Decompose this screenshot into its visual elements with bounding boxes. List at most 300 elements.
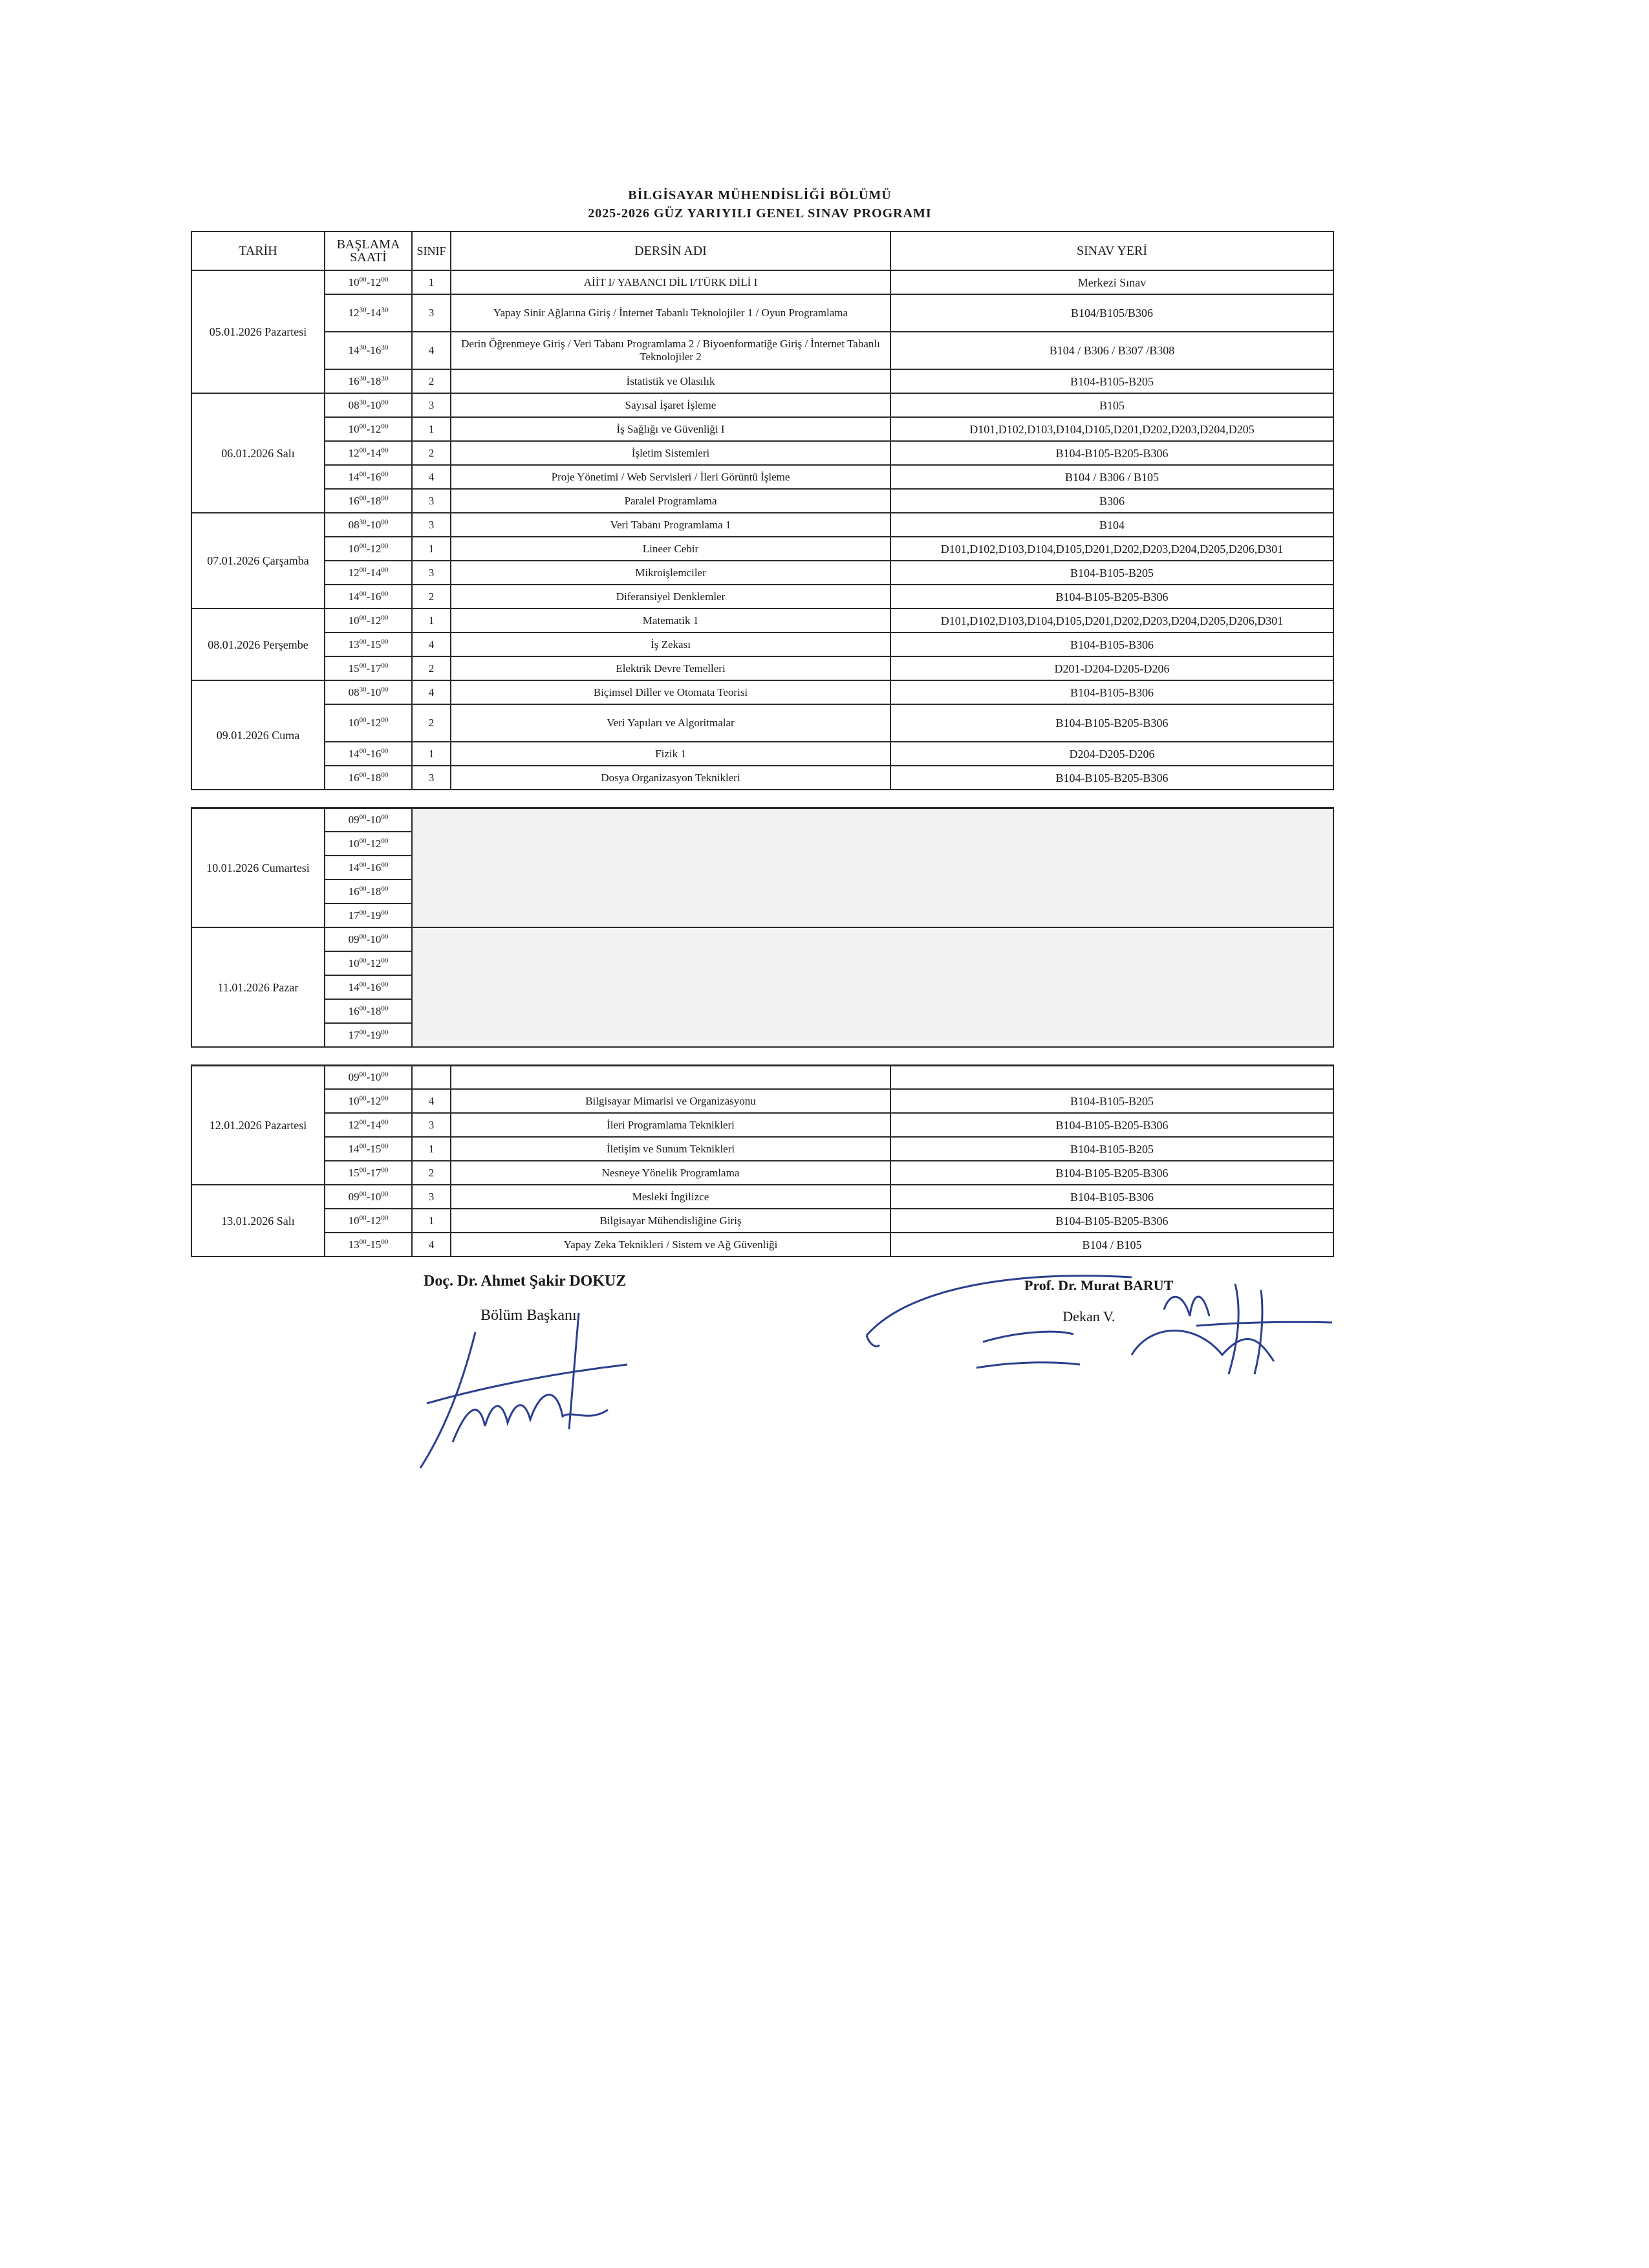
end-hour: 10 (370, 518, 382, 531)
exam-room: B104-B105-B205 (890, 561, 1333, 585)
time-separator: - (366, 446, 371, 459)
exam-room: B104-B105-B205-B306 (890, 441, 1333, 465)
end-hour: 12 (370, 1214, 382, 1227)
table-row (191, 1065, 1333, 1089)
class-year: 4 (412, 1089, 451, 1113)
end-hour: 18 (370, 1004, 382, 1017)
start-hour: 16 (348, 1004, 360, 1017)
time-separator: - (366, 909, 371, 922)
end-minute: 00 (381, 1118, 389, 1126)
start-minute: 30 (359, 398, 367, 406)
exam-date: 06.01.2026 Salı (191, 393, 325, 513)
time-separator: - (366, 1028, 371, 1041)
time-separator: - (366, 344, 371, 356)
end-hour: 19 (370, 1028, 382, 1041)
exam-room: B104-B105-B205 (890, 1137, 1333, 1161)
class-year: 4 (412, 632, 451, 656)
end-minute: 00 (381, 398, 389, 406)
table-row (191, 585, 1333, 609)
table-row (191, 808, 1333, 832)
table-row (191, 417, 1333, 441)
start-hour: 08 (348, 686, 360, 698)
dean-name: Prof. Dr. Murat BARUT (1024, 1277, 1174, 1293)
start-hour: 14 (348, 861, 360, 874)
col-course-header: DERSİN ADI (451, 232, 890, 270)
end-hour: 18 (370, 885, 382, 898)
table-row (191, 927, 1333, 951)
time-separator: - (366, 518, 371, 531)
end-hour: 17 (370, 1166, 382, 1179)
end-minute: 00 (381, 1141, 389, 1150)
time-separator: - (366, 885, 371, 898)
class-year: 1 (412, 537, 451, 561)
end-hour: 16 (370, 980, 382, 993)
col-date-header: TARİH (191, 232, 325, 270)
start-time (325, 632, 412, 656)
time-separator: - (366, 374, 371, 387)
table-row (191, 441, 1333, 465)
time-separator: - (366, 813, 371, 826)
end-minute: 00 (381, 1004, 389, 1012)
start-time (325, 766, 412, 790)
exam-room: B104-B105-B306 (890, 680, 1333, 704)
end-minute: 00 (381, 746, 389, 755)
start-minute: 00 (359, 565, 367, 574)
start-hour: 09 (348, 813, 360, 826)
start-hour: 10 (348, 275, 360, 288)
course-name: İleri Programlama Teknikleri (451, 1113, 890, 1137)
program-title: 2025-2026 GÜZ YARIYILI GENEL SINAV PROGRAMI (588, 206, 932, 221)
course-name: Veri Yapıları ve Algoritmalar (451, 704, 890, 742)
course-name: İşletim Sistemleri (451, 441, 890, 465)
class-year: 1 (412, 1137, 451, 1161)
time-separator: - (366, 1214, 371, 1227)
start-time (325, 927, 412, 951)
start-time (325, 1089, 412, 1113)
start-time (325, 975, 412, 999)
course-name: Fizik 1 (451, 742, 890, 766)
start-minute: 00 (359, 980, 367, 988)
course-name: Nesneye Yönelik Programlama (451, 1161, 890, 1185)
end-minute: 00 (381, 685, 389, 693)
class-year: 2 (412, 1161, 451, 1185)
start-hour: 10 (348, 1094, 360, 1107)
start-hour: 10 (348, 614, 360, 627)
start-hour: 13 (348, 1238, 360, 1251)
course-name: Elektrik Devre Temelleri (451, 656, 890, 680)
table-row (191, 656, 1333, 680)
class-year: 3 (412, 766, 451, 790)
document-title (191, 186, 1329, 222)
table-row (191, 465, 1333, 489)
end-hour: 16 (370, 861, 382, 874)
time-separator: - (366, 837, 371, 850)
header-row (191, 232, 1333, 270)
department-title: BİLGİSAYAR MÜHENDİSLİĞİ BÖLÜMÜ (628, 188, 892, 202)
start-time (325, 585, 412, 609)
exam-date: 13.01.2026 Salı (191, 1185, 325, 1257)
start-minute: 00 (359, 1213, 367, 1222)
start-hour: 09 (348, 933, 360, 945)
start-minute: 00 (359, 770, 367, 779)
table-spacer (191, 1047, 1333, 1065)
exam-room: B104-B105-B205-B306 (890, 766, 1333, 790)
department-head-role: Bölüm Başkanı (480, 1307, 577, 1324)
table-row (191, 1233, 1333, 1257)
start-time (325, 951, 412, 975)
end-minute: 30 (381, 374, 389, 382)
course-name: Proje Yönetimi / Web Servisleri / İleri Görüntü İşleme (451, 465, 890, 489)
course-name: İstatistik ve Olasılık (451, 369, 890, 393)
exam-date: 11.01.2026 Pazar (191, 927, 325, 1047)
start-time (325, 489, 412, 513)
course-name: Bilgisayar Mühendisliğine Giriş (451, 1209, 890, 1233)
exam-room: D101,D102,D103,D104,D105,D201,D202,D203,D204,D205,D206,D301 (890, 537, 1333, 561)
end-minute: 00 (381, 836, 389, 845)
time-separator: - (366, 861, 371, 874)
time-separator: - (366, 398, 371, 411)
end-minute: 00 (381, 956, 389, 964)
start-minute: 30 (359, 517, 367, 526)
class-year: 4 (412, 1233, 451, 1257)
exam-room: D101,D102,D103,D104,D105,D201,D202,D203,D204,D205,D206,D301 (890, 609, 1333, 632)
end-minute: 00 (381, 1070, 389, 1079)
course-name: Paralel Programlama (451, 489, 890, 513)
start-time (325, 1161, 412, 1185)
start-time (325, 742, 412, 766)
class-year: 2 (412, 441, 451, 465)
course-name: Veri Tabanı Programlama 1 (451, 513, 890, 537)
start-minute: 00 (359, 541, 367, 550)
start-hour: 16 (348, 885, 360, 898)
start-minute: 00 (359, 956, 367, 964)
end-hour: 12 (370, 422, 382, 435)
time-separator: - (366, 566, 371, 579)
start-hour: 16 (348, 374, 360, 387)
course-name: Mesleki İngilizce (451, 1185, 890, 1209)
start-time (325, 832, 412, 856)
start-hour: 10 (348, 956, 360, 969)
exam-room: B104-B105-B205 (890, 369, 1333, 393)
start-hour: 12 (348, 446, 360, 459)
schedule-body (191, 270, 1333, 1257)
time-separator: - (366, 275, 371, 288)
course-name: Bilgisayar Mimarisi ve Organizasyonu (451, 1089, 890, 1113)
start-minute: 00 (359, 746, 367, 755)
time-separator: - (366, 1142, 371, 1155)
exam-room (890, 1065, 1333, 1089)
table-row (191, 513, 1333, 537)
start-minute: 00 (359, 1165, 367, 1174)
start-hour: 14 (348, 590, 360, 603)
course-name: Biçimsel Diller ve Otomata Teorisi (451, 680, 890, 704)
end-minute: 00 (381, 1028, 389, 1036)
end-hour: 10 (370, 933, 382, 945)
course-name: Matematik 1 (451, 609, 890, 632)
class-year: 3 (412, 1185, 451, 1209)
end-minute: 00 (381, 637, 389, 645)
start-hour: 10 (348, 837, 360, 850)
exam-room: B104/B105/B306 (890, 294, 1333, 332)
time-separator: - (366, 1190, 371, 1203)
start-minute: 00 (359, 493, 367, 502)
time-separator: - (366, 747, 371, 760)
start-time (325, 270, 412, 294)
end-hour: 18 (370, 494, 382, 507)
class-year: 2 (412, 656, 451, 680)
table-row (191, 332, 1333, 369)
col-time-header (325, 232, 412, 270)
end-minute: 00 (381, 661, 389, 669)
start-minute: 00 (359, 1028, 367, 1036)
table-row (191, 1161, 1333, 1185)
start-minute: 00 (359, 637, 367, 645)
class-year: 4 (412, 332, 451, 369)
start-time (325, 441, 412, 465)
start-time (325, 609, 412, 632)
start-minute: 00 (359, 836, 367, 845)
col-class-header: SINIF (412, 232, 451, 270)
end-hour: 12 (370, 542, 382, 555)
end-minute: 00 (381, 1165, 389, 1174)
class-year: 3 (412, 513, 451, 537)
start-minute: 00 (359, 1094, 367, 1102)
time-separator: - (366, 1004, 371, 1017)
course-name: İş Zekası (451, 632, 890, 656)
class-year: 4 (412, 680, 451, 704)
course-name: Diferansiyel Denklemler (451, 585, 890, 609)
col-time-header-line2: SAATİ (350, 250, 387, 265)
start-hour: 16 (348, 494, 360, 507)
dean-role: Dekan V. (1062, 1308, 1116, 1324)
table-spacer-row (191, 1047, 1333, 1065)
end-hour: 12 (370, 275, 382, 288)
exam-room: D201-D204-D205-D206 (890, 656, 1333, 680)
no-exam-cell (412, 927, 1333, 1047)
end-hour: 14 (370, 446, 382, 459)
start-hour: 10 (348, 542, 360, 555)
start-minute: 00 (359, 1237, 367, 1246)
exam-date: 07.01.2026 Çarşamba (191, 513, 325, 609)
exam-date: 09.01.2026 Cuma (191, 680, 325, 790)
start-minute: 00 (359, 661, 367, 669)
table-row (191, 609, 1333, 632)
table-row (191, 1185, 1333, 1209)
start-time (325, 704, 412, 742)
time-separator: - (366, 614, 371, 627)
start-time (325, 880, 412, 903)
time-separator: - (366, 1238, 371, 1251)
end-minute: 30 (381, 343, 389, 352)
start-time (325, 656, 412, 680)
exam-date: 08.01.2026 Perşembe (191, 609, 325, 680)
time-separator: - (366, 771, 371, 784)
start-time (325, 680, 412, 704)
end-hour: 15 (370, 638, 382, 651)
end-minute: 00 (381, 1213, 389, 1222)
start-time (325, 856, 412, 880)
start-minute: 00 (359, 1118, 367, 1126)
start-hour: 12 (348, 307, 360, 319)
end-minute: 00 (381, 884, 389, 892)
start-time (325, 903, 412, 927)
end-minute: 00 (381, 493, 389, 502)
end-minute: 00 (381, 860, 389, 869)
start-minute: 00 (359, 813, 367, 821)
exam-room: B105 (890, 393, 1333, 417)
table-row (191, 537, 1333, 561)
end-minute: 00 (381, 541, 389, 550)
exam-room: B104-B105-B306 (890, 1185, 1333, 1209)
class-year: 3 (412, 393, 451, 417)
start-hour: 13 (348, 638, 360, 651)
class-year: 1 (412, 609, 451, 632)
exam-room: B104-B105-B205-B306 (890, 1113, 1333, 1137)
col-time-header-line1: BAŞLAMA (336, 237, 400, 252)
department-head-signature (414, 1313, 653, 1481)
end-hour: 14 (370, 1118, 382, 1131)
class-year: 1 (412, 270, 451, 294)
table-spacer-row (191, 790, 1333, 808)
course-name: İş Sağlığı ve Güvenliği I (451, 417, 890, 441)
course-name: Derin Öğrenmeye Giriş / Veri Tabanı Programlama 2 / Biyoenformatiğe Giriş / İnternet Tabanlı Teknolojiler 2 (451, 332, 890, 369)
no-exam-cell (412, 808, 1333, 927)
end-hour: 12 (370, 837, 382, 850)
end-hour: 14 (370, 307, 382, 319)
end-hour: 15 (370, 1238, 382, 1251)
start-minute: 00 (359, 716, 367, 724)
end-minute: 00 (381, 1237, 389, 1246)
end-minute: 00 (381, 446, 389, 454)
exam-room: B104-B105-B205-B306 (890, 1161, 1333, 1185)
end-minute: 00 (381, 589, 389, 598)
start-hour: 17 (348, 909, 360, 922)
end-minute: 00 (381, 422, 389, 430)
class-year: 3 (412, 561, 451, 585)
end-minute: 00 (381, 932, 389, 940)
end-hour: 12 (370, 956, 382, 969)
time-separator: - (366, 307, 371, 319)
end-hour: 17 (370, 662, 382, 675)
start-time (325, 808, 412, 832)
exam-room: B104 / B306 / B307 /B308 (890, 332, 1333, 369)
time-separator: - (366, 542, 371, 555)
start-hour: 10 (348, 717, 360, 729)
exam-room: B104 / B105 (890, 1233, 1333, 1257)
course-name: İletişim ve Sunum Teknikleri (451, 1137, 890, 1161)
start-hour: 08 (348, 518, 360, 531)
course-name: Dosya Organizasyon Teknikleri (451, 766, 890, 790)
class-year: 2 (412, 704, 451, 742)
exam-room: B104-B105-B205 (890, 1089, 1333, 1113)
time-separator: - (366, 638, 371, 651)
course-name: AİİT I/ YABANCI DİL I/TÜRK DİLİ I (451, 270, 890, 294)
start-time (325, 1209, 412, 1233)
course-name: Yapay Zeka Teknikleri / Sistem ve Ağ Güvenliği (451, 1233, 890, 1257)
end-minute: 00 (381, 770, 389, 779)
end-minute: 30 (381, 306, 389, 314)
exam-date: 05.01.2026 Pazartesi (191, 270, 325, 393)
exam-room: B104-B105-B306 (890, 632, 1333, 656)
table-row (191, 294, 1333, 332)
end-minute: 00 (381, 613, 389, 621)
start-time (325, 999, 412, 1023)
start-hour: 10 (348, 422, 360, 435)
exam-room: B104-B105-B205-B306 (890, 585, 1333, 609)
table-row (191, 742, 1333, 766)
time-separator: - (366, 980, 371, 993)
start-time (325, 417, 412, 441)
time-separator: - (366, 1070, 371, 1083)
class-year: 3 (412, 294, 451, 332)
time-separator: - (366, 686, 371, 698)
end-hour: 18 (370, 374, 382, 387)
start-time (325, 369, 412, 393)
end-hour: 12 (370, 717, 382, 729)
start-minute: 00 (359, 470, 367, 478)
start-hour: 15 (348, 1166, 360, 1179)
exam-room: B104 (890, 513, 1333, 537)
start-hour: 14 (348, 1142, 360, 1155)
end-hour: 16 (370, 344, 382, 356)
start-minute: 00 (359, 884, 367, 892)
table-row (191, 489, 1333, 513)
start-hour: 12 (348, 566, 360, 579)
end-hour: 10 (370, 1190, 382, 1203)
exam-room: B104-B105-B205-B306 (890, 704, 1333, 742)
exam-date: 12.01.2026 Pazartesi (191, 1065, 325, 1185)
start-time (325, 537, 412, 561)
end-hour: 16 (370, 590, 382, 603)
time-separator: - (366, 1118, 371, 1131)
exam-room: B104 / B306 / B105 (890, 465, 1333, 489)
exam-date: 10.01.2026 Cumartesi (191, 808, 325, 927)
table-row (191, 766, 1333, 790)
table-row (191, 1113, 1333, 1137)
start-hour: 12 (348, 1118, 360, 1131)
start-minute: 00 (359, 422, 367, 430)
end-hour: 16 (370, 747, 382, 760)
start-time (325, 332, 412, 369)
end-minute: 00 (381, 517, 389, 526)
end-hour: 10 (370, 398, 382, 411)
table-row (191, 632, 1333, 656)
start-time (325, 1113, 412, 1137)
start-hour: 09 (348, 1070, 360, 1083)
class-year: 1 (412, 417, 451, 441)
start-time (325, 513, 412, 537)
class-year: 1 (412, 742, 451, 766)
col-room-header: SINAV YERİ (890, 232, 1333, 270)
course-name: Sayısal İşaret İşleme (451, 393, 890, 417)
table-row (191, 680, 1333, 704)
end-hour: 16 (370, 470, 382, 483)
start-minute: 00 (359, 1070, 367, 1079)
end-hour: 12 (370, 614, 382, 627)
exam-schedule-table (191, 231, 1334, 1257)
table-row (191, 704, 1333, 742)
time-separator: - (366, 717, 371, 729)
class-year: 1 (412, 1209, 451, 1233)
end-hour: 10 (370, 813, 382, 826)
class-year (412, 1065, 451, 1089)
start-minute: 00 (359, 589, 367, 598)
exam-room: D204-D205-D206 (890, 742, 1333, 766)
end-minute: 00 (381, 716, 389, 724)
start-time (325, 465, 412, 489)
course-name: Lineer Cebir (451, 537, 890, 561)
start-minute: 30 (359, 343, 367, 352)
